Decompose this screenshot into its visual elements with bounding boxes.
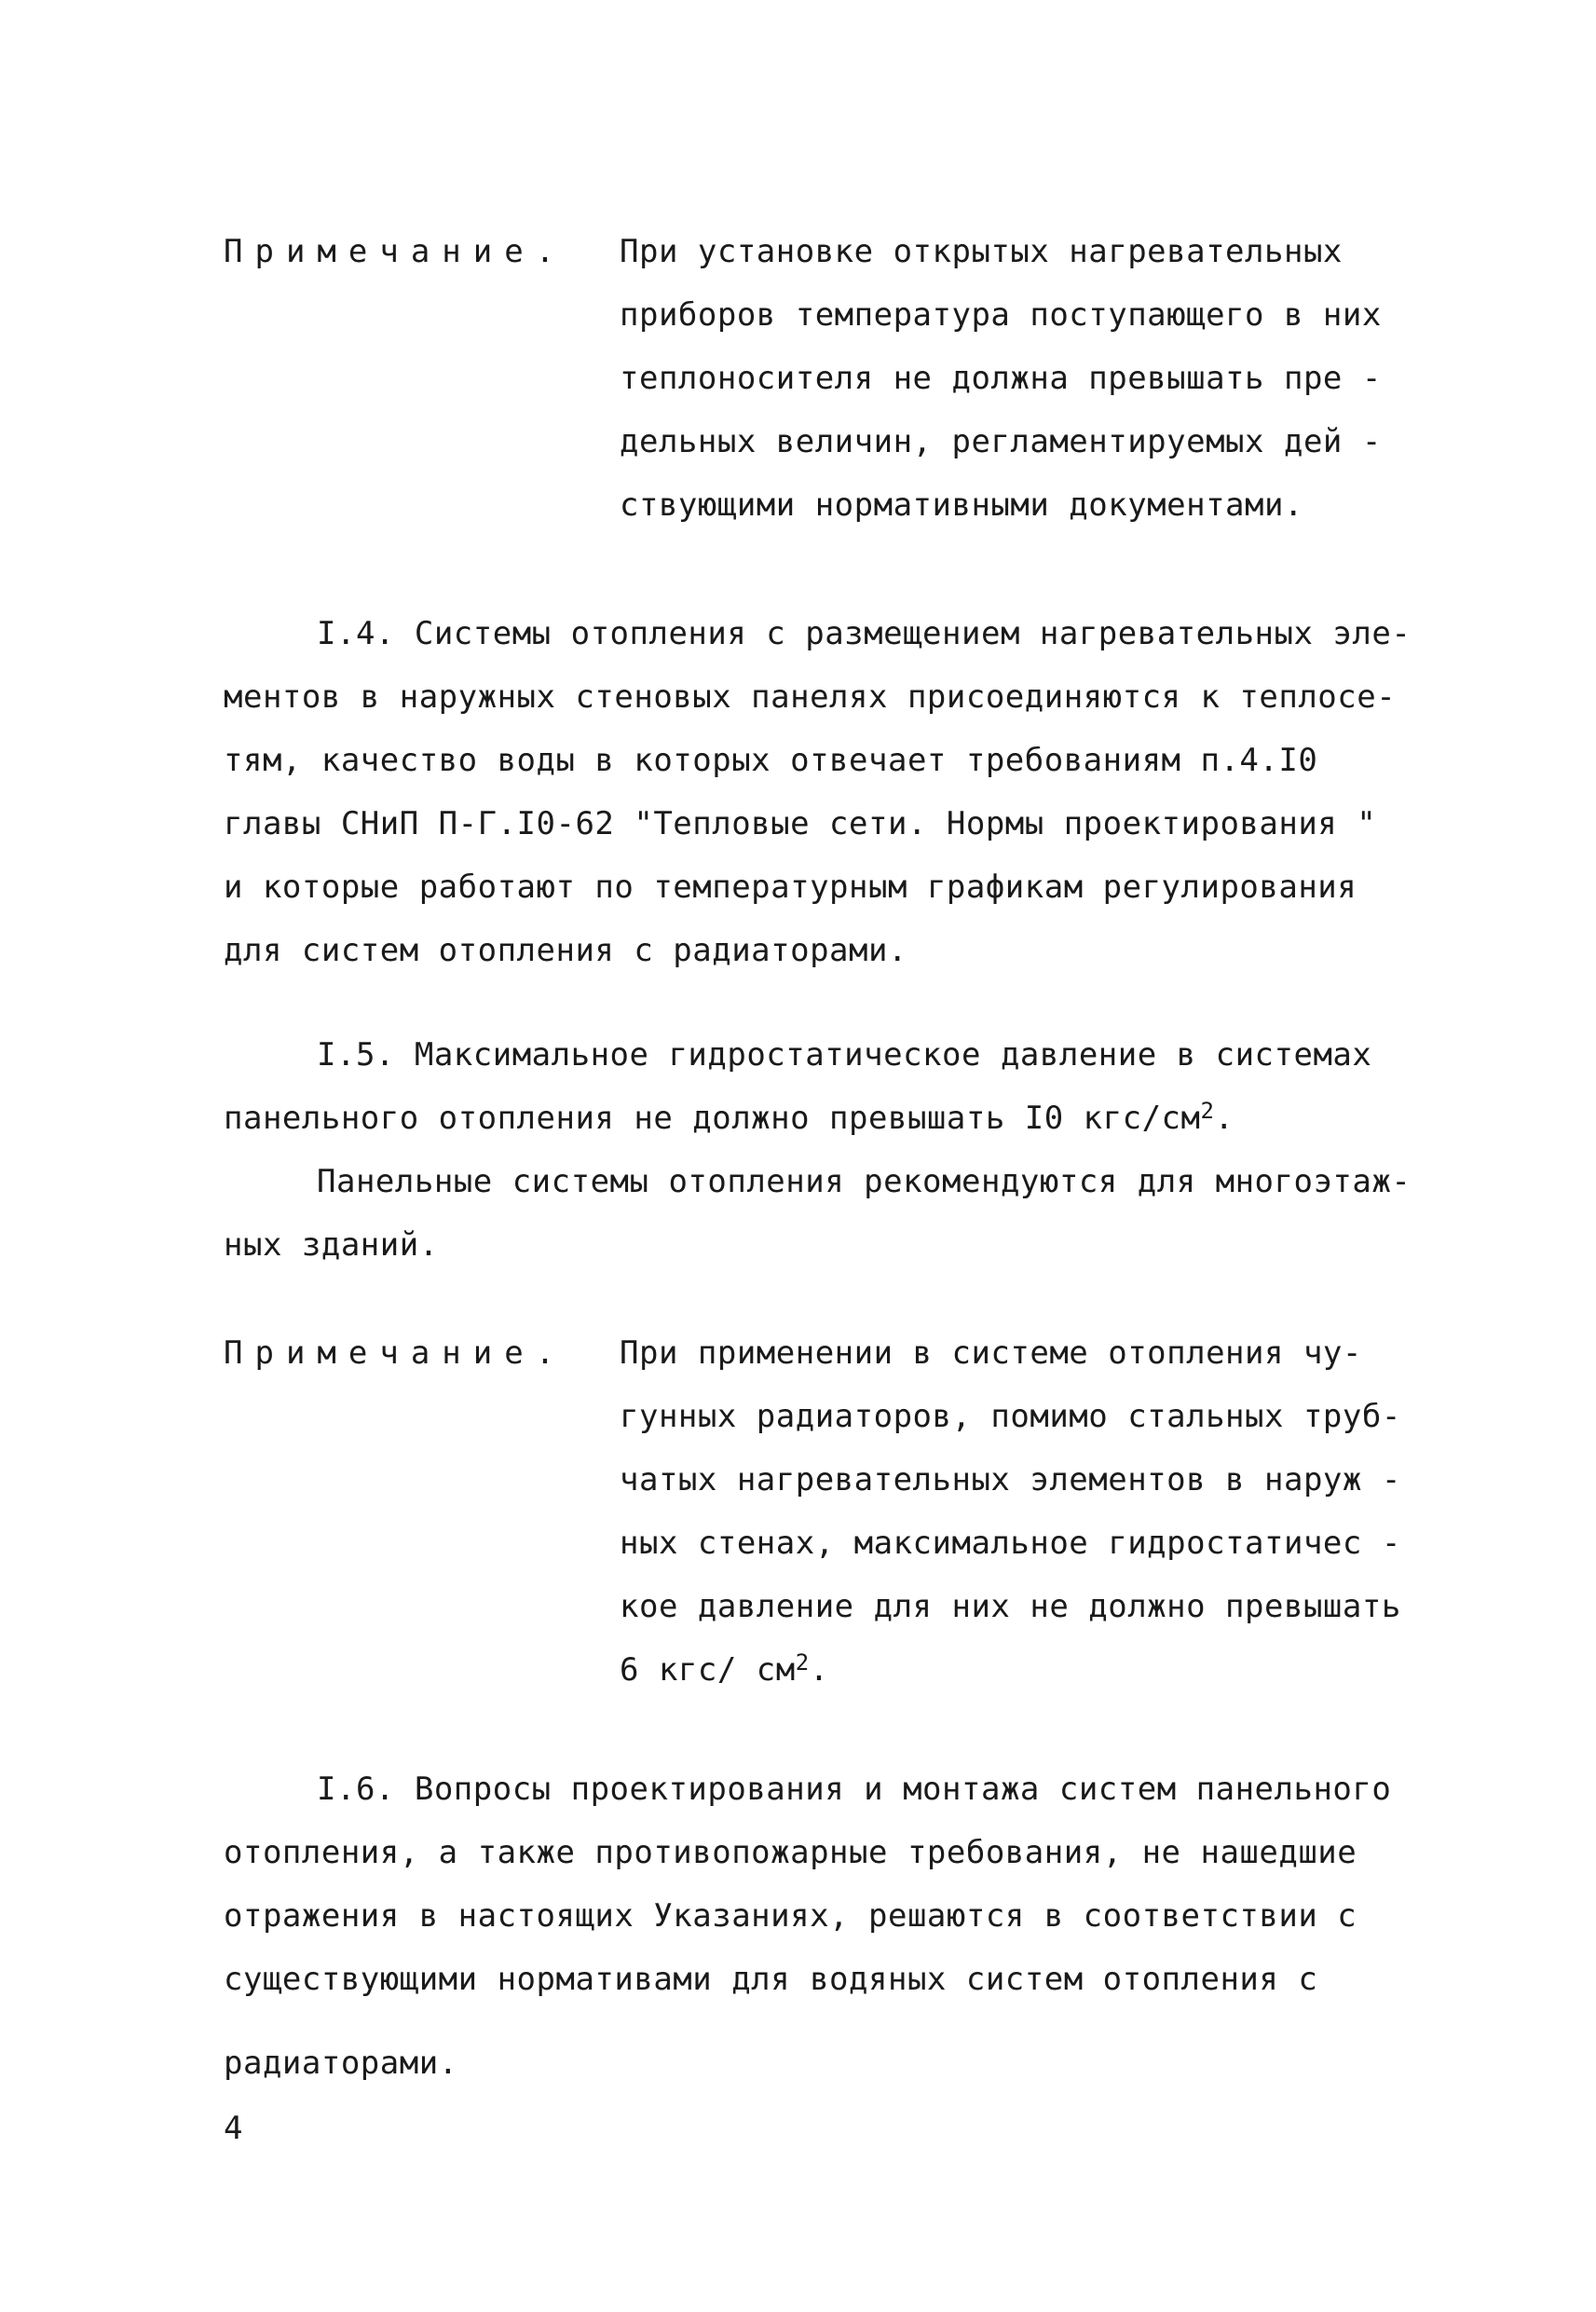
paragraph-line: и которые работают по температурным графикам регулирования bbox=[224, 869, 1357, 906]
paragraph-line: I.5. Максимальное гидростатическое давление в системах bbox=[317, 1036, 1372, 1074]
superscript: 2 bbox=[1200, 1098, 1215, 1124]
note-text-line: дельных величин, регламентируемых дей - bbox=[620, 423, 1382, 460]
note-text-line: ных стенах, максимальное гидростатичес - bbox=[620, 1525, 1401, 1562]
paragraph-line: ных зданий. bbox=[224, 1226, 439, 1264]
paragraph-line: для систем отопления с радиаторами. bbox=[224, 932, 907, 969]
note-text-line: приборов температура поступающего в них bbox=[620, 296, 1382, 334]
note-text-line bbox=[620, 1651, 829, 1689]
paragraph-line: отражения в настоящих Указаниях, решаются в соответствии с bbox=[224, 1897, 1357, 1935]
note-text-line: чатых нагревательных элементов в наруж - bbox=[620, 1461, 1401, 1498]
page-number: 4 bbox=[224, 2110, 243, 2147]
paragraph-text: панельного отопления не должно превышать I0 кгс/см bbox=[224, 1100, 1201, 1137]
note-text-line: кое давление для них не должно превышать bbox=[620, 1588, 1401, 1625]
paragraph-line bbox=[224, 1100, 1234, 1137]
paragraph-line: I.6. Вопросы проектирования и монтажа систем панельного bbox=[317, 1771, 1392, 1808]
paragraph-line: тям, качество воды в которых отвечает требованиям п.4.I0 bbox=[224, 742, 1318, 779]
note-text-line: ствующими нормативными документами. bbox=[620, 486, 1303, 524]
note-text-line: теплоносителя не должна превышать пре - bbox=[620, 360, 1382, 397]
paragraph-line: главы СНиП П-Г.I0-62 "Тепловые сети. Нормы проектирования " bbox=[224, 805, 1377, 842]
note-label: Примечание. bbox=[224, 233, 567, 270]
note-text-line: гунных радиаторов, помимо стальных труб- bbox=[620, 1398, 1401, 1435]
note-text: 6 кгс/ см bbox=[620, 1651, 796, 1689]
paragraph-line: Панельные системы отопления рекомендуются для многоэтаж- bbox=[317, 1163, 1412, 1200]
superscript: 2 bbox=[795, 1649, 810, 1676]
paragraph-text: . bbox=[1214, 1100, 1235, 1137]
note-text-line: При установке открытых нагревательных bbox=[620, 233, 1343, 270]
paragraph-line: радиаторами. bbox=[224, 2045, 458, 2082]
paragraph-line: I.4. Системы отопления с размещением нагревательных эле- bbox=[317, 615, 1412, 652]
note-text-line: При применении в системе отопления чу- bbox=[620, 1334, 1362, 1372]
note-label: Примечание. bbox=[224, 1334, 567, 1372]
paragraph-line: существующими нормативами для водяных систем отопления с bbox=[224, 1961, 1318, 1998]
paragraph-line: отопления, а также противопожарные требования, не нашедшие bbox=[224, 1834, 1357, 1871]
paragraph-line: ментов в наружных стеновых панелях присоединяются к теплосе- bbox=[224, 678, 1397, 716]
note-text: . bbox=[809, 1651, 829, 1689]
